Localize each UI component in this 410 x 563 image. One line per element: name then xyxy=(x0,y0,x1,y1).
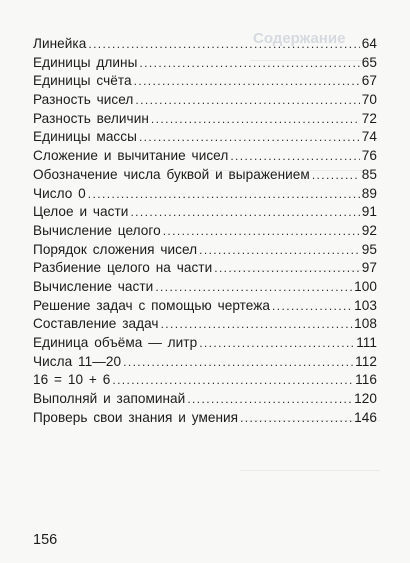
toc-entry-title: Обозначение числа буквой и выражением xyxy=(33,166,310,182)
toc-entry xyxy=(33,92,377,111)
table-of-contents xyxy=(33,36,377,428)
toc-dot-leader xyxy=(272,299,352,313)
toc-entry-title: Единицы счёта xyxy=(33,73,132,89)
toc-entry-page: 74 xyxy=(361,129,377,145)
toc-entry xyxy=(33,354,377,373)
toc-entry-title: Единицы длины xyxy=(33,54,138,70)
toc-entry xyxy=(33,391,377,410)
toc-dot-leader xyxy=(155,280,352,294)
toc-entry-title: Вычисление части xyxy=(33,278,154,294)
toc-entry xyxy=(33,335,377,354)
toc-entry-page: 120 xyxy=(354,391,377,407)
toc-dot-leader xyxy=(112,373,353,387)
toc-entry-page: 146 xyxy=(354,409,377,425)
toc-entry-title: Выполняй и запоминай xyxy=(33,391,186,407)
toc-entry-page: 100 xyxy=(354,278,377,294)
toc-dot-leader xyxy=(230,149,359,163)
toc-entry-page: 70 xyxy=(361,92,377,108)
toc-dot-leader xyxy=(123,355,353,369)
bleed-through-line xyxy=(240,470,380,471)
page-number: 156 xyxy=(33,532,58,548)
toc-entry-page: 65 xyxy=(361,54,377,70)
toc-entry-title: Разбиение целого на части xyxy=(33,260,213,276)
toc-entry xyxy=(33,186,377,205)
toc-dot-leader xyxy=(163,224,360,238)
toc-dot-leader xyxy=(134,74,360,88)
toc-entry-page: 92 xyxy=(361,222,377,238)
toc-entry-title: Единицы массы xyxy=(33,129,137,145)
toc-dot-leader xyxy=(199,243,360,257)
toc-entry xyxy=(33,55,377,74)
toc-dot-leader xyxy=(151,112,360,126)
toc-entry-title: Целое и части xyxy=(33,204,129,220)
toc-entry xyxy=(33,111,377,130)
toc-entry xyxy=(33,204,377,223)
toc-entry-page: 72 xyxy=(361,110,377,126)
toc-dot-leader xyxy=(312,168,360,182)
toc-entry-title: Разность чисел xyxy=(33,92,134,108)
toc-entry-title: Числа 11—20 xyxy=(33,353,122,369)
toc-entry-page: 67 xyxy=(361,73,377,89)
toc-entry-title: Сложение и вычитание чисел xyxy=(33,148,229,164)
bleed-through-heading: Содержание xyxy=(253,30,346,47)
toc-entry-page: 64 xyxy=(361,36,377,51)
toc-entry xyxy=(33,279,377,298)
toc-entry-page: 89 xyxy=(361,185,377,201)
toc-entry xyxy=(33,167,377,186)
toc-entry-page: 91 xyxy=(361,204,377,220)
toc-entry-page: 116 xyxy=(355,372,377,388)
toc-entry xyxy=(33,298,377,317)
toc-entry-title: Линейка xyxy=(33,36,87,51)
toc-dot-leader xyxy=(161,317,353,331)
toc-dot-leader xyxy=(199,336,354,350)
toc-entry-page: 103 xyxy=(354,297,377,313)
toc-entry xyxy=(33,260,377,279)
toc-entry-title: Единица объёма — литр xyxy=(33,335,198,350)
toc-dot-leader xyxy=(214,261,360,275)
toc-dot-leader xyxy=(240,411,352,425)
toc-entry xyxy=(33,410,377,429)
toc-dot-leader xyxy=(135,93,359,107)
toc-entry xyxy=(33,372,377,391)
toc-dot-leader xyxy=(130,205,359,219)
toc-entry-page: 112 xyxy=(355,353,377,369)
toc-entry-page: 95 xyxy=(361,241,377,257)
toc-entry xyxy=(33,129,377,148)
toc-entry-page: 97 xyxy=(361,260,377,276)
toc-dot-leader xyxy=(139,130,360,144)
toc-entry xyxy=(33,242,377,261)
toc-entry-title: Вычисление целого xyxy=(33,222,161,238)
toc-dot-leader xyxy=(88,187,360,201)
toc-entry xyxy=(33,36,377,55)
toc-dot-leader xyxy=(139,56,359,70)
toc-entry-title: Составление задач xyxy=(33,316,159,332)
toc-entry xyxy=(33,316,377,335)
toc-entry-page: 85 xyxy=(361,166,377,182)
toc-entry-title: Решение задач с помощью чертежа xyxy=(33,297,271,313)
toc-entry xyxy=(33,73,377,92)
toc-entry-page: 76 xyxy=(361,148,377,164)
toc-entry xyxy=(33,223,377,242)
toc-entry-title: 16 = 10 + 6 xyxy=(33,372,111,388)
toc-entry xyxy=(33,148,377,167)
toc-entry-title: Проверь свои знания и умения xyxy=(33,409,239,425)
toc-entry-title: Порядок сложения чисел xyxy=(33,241,198,257)
toc-entry-title: Разность величин xyxy=(33,110,149,126)
toc-dot-leader xyxy=(187,392,352,406)
toc-entry-page: 111 xyxy=(356,335,377,350)
toc-entry-page: 108 xyxy=(354,316,377,332)
toc-entry-title: Число 0 xyxy=(33,185,86,201)
toc-dot-leader xyxy=(88,37,359,51)
